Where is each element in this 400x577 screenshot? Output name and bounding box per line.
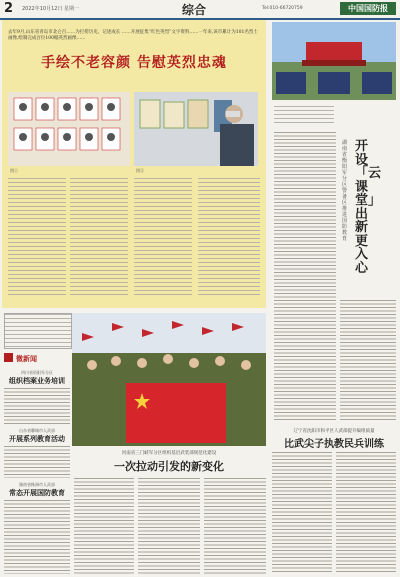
right-vertical-subtitle: 湖南省衡阳军分区警备区推进国防教育	[342, 140, 348, 242]
feature-text-col-3	[134, 178, 192, 298]
exhibition-image	[134, 92, 258, 166]
militia-flag-photo	[72, 313, 266, 446]
right-story-col-1	[272, 452, 332, 574]
main-text-col-2	[138, 478, 200, 574]
issue-date: 2022年10月12日 星期一	[22, 6, 80, 12]
right-text-col-2	[340, 300, 396, 420]
portrait-grid-image	[8, 92, 130, 166]
right-text-col-1	[274, 132, 336, 422]
main-text-col-3	[204, 478, 266, 574]
news2-kicker: 山东省聊城市人武部	[19, 428, 55, 433]
main-story-kicker: 河南省三门峡军分区组织基层武装部规范化建设	[121, 451, 217, 456]
elder-viewing-photo	[134, 92, 258, 166]
main-text-col-1	[74, 478, 134, 574]
news1-body	[4, 388, 70, 424]
news1-title: 组织档案业务培训	[9, 376, 65, 385]
feature-text-col-2	[70, 178, 128, 298]
right-top-caption-lines	[274, 106, 334, 126]
feature-headline: 手绘不老容颜 告慰英烈忠魂	[41, 55, 227, 71]
news-label: 微新闻	[16, 355, 37, 363]
feature-lead-text: 去年9月,山东省青岛市北仑召……为打捞历史、记述成长 ……开展征集“红色英烈”文字资料……一年来,该市累计为101名烈士画像,绘制完成百位100幅英烈画像……	[8, 30, 258, 41]
page-number: 2	[4, 1, 14, 16]
photo2-caption: 图②	[136, 168, 144, 173]
soldiers-flag-image	[72, 313, 266, 446]
news3-kicker: 湖南省株洲市人武部	[19, 482, 55, 487]
news3-title: 常态开展国防教育	[9, 488, 65, 497]
right-story-col-2	[336, 452, 396, 574]
feature-text-col-1	[8, 178, 66, 298]
news-label-bar	[4, 352, 70, 364]
parade-ground-photo	[272, 22, 396, 100]
news1-kicker: 四川省资阳军分区	[21, 370, 53, 375]
right-story-headline: 比武尖子执教民兵训练	[284, 439, 384, 450]
news2-title: 开展系列教育活动	[9, 434, 65, 443]
section-name: 综合	[182, 3, 207, 17]
news-square-icon	[4, 353, 13, 362]
stage-image	[272, 22, 396, 100]
newspaper-logo: 中国国防报	[340, 2, 396, 15]
feature-text-col-4	[198, 178, 260, 298]
main-story-headline: 一次拉动引发的新变化	[114, 460, 224, 473]
news2-body	[4, 446, 70, 478]
header-meta: Tel:010-66720759	[262, 6, 303, 11]
right-story-kicker: 辽宁省沈阳市和平区人武部提升编组质量	[293, 429, 375, 434]
news3-body	[4, 500, 70, 574]
left-box	[4, 313, 72, 349]
feature-lead	[8, 30, 260, 46]
portrait-wall-photo	[8, 92, 130, 166]
right-vertical-headline: 开设「云课堂」出新更入心	[355, 139, 382, 276]
photo1-caption: 图①	[10, 168, 18, 173]
